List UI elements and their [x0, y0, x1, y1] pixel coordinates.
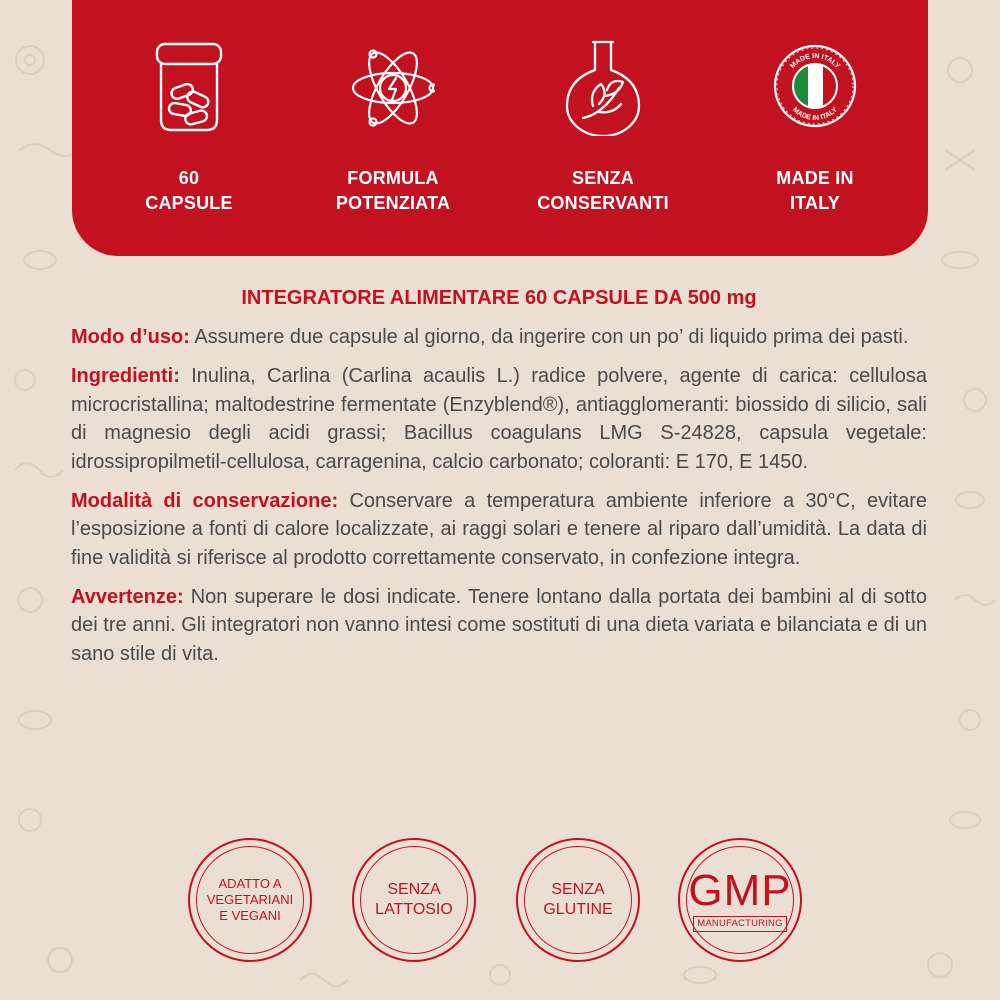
page-title: INTEGRATORE ALIMENTARE 60 CAPSULE DA 500 mg — [241, 287, 757, 309]
badge-vegan — [188, 838, 312, 962]
product-info — [71, 284, 927, 679]
section-text: Non superare le dosi indicate. Tenere lontano dalla portata dei bambini al di sotto dei tre anni. Gli integratori non vanno intesi come sostituti di una dieta variata e bilanciata e di un sano stile di vita. — [71, 585, 927, 665]
section-text: Assumere due capsule al giorno, da ingerire con un po’ di liquido prima dei pasti. — [189, 326, 909, 348]
seal-text-top: MADE IN ITALY — [789, 52, 841, 71]
section-label: Avvertenze: — [71, 585, 184, 608]
feature-banner — [72, 0, 928, 256]
feature-made-in-italy — [730, 36, 900, 216]
badge-label: SENZA LATTOSIO — [375, 881, 453, 918]
badge-gluten-free — [516, 838, 640, 962]
feature-formula — [308, 36, 478, 216]
feature-no-preservatives — [518, 36, 688, 216]
italy-flag-seal-icon — [773, 36, 857, 136]
section-warnings — [71, 583, 927, 669]
atom-energy-icon — [351, 36, 435, 136]
section-ingredients — [71, 362, 927, 476]
section-label: Modo d’uso: — [71, 326, 190, 348]
feature-label: FORMULA POTENZIATA — [335, 168, 451, 213]
section-usage — [71, 323, 927, 352]
badge-label: ADATTO A VEGETARIANI E VEGANI — [206, 876, 294, 923]
section-text: Conservare a temperatura ambiente inferiore a 30°C, evitare l’esposizione a fonti di calore localizzate, ai raggi solari e tenere al riparo dall’umidità. La data di fine validità si riferisce al prodotto correttamente conservato, in confezione integra. — [71, 489, 927, 569]
seal-text-bottom: MADE IN ITALY — [791, 106, 839, 123]
capsule-jar-icon — [147, 36, 231, 136]
feature-label: SENZA CONSERVANTI — [537, 168, 669, 213]
gmp-sub-label: MANUFACTURING — [693, 916, 786, 932]
feature-label: MADE IN ITALY — [776, 168, 854, 213]
badge-gmp — [678, 838, 802, 962]
section-text: Inulina, Carlina (Carlina acaulis L.) radice polvere, agente di carica: cellulosa microcristallina; maltodestrine fermentate (Enzyblend®), antiagglomeranti: biossido di silicio, sali di magnesio degli acidi grassi; Bacillus coagulans LMG S-24828, capsula vegetale: idrossipropilmetil-cellulosa, carragenina, calcio carbonato; coloranti: E 170, E 1450. — [71, 365, 927, 473]
badge-label: SENZA GLUTINE — [543, 881, 613, 918]
section-storage — [71, 487, 927, 573]
section-label: Modalità di conservazione: — [71, 489, 339, 512]
badge-lactose-free — [352, 838, 476, 962]
flask-leaf-icon — [561, 36, 645, 136]
section-label: Ingredienti: — [71, 365, 180, 387]
feature-label: 60 CAPSULE — [145, 168, 233, 213]
gmp-label: GMP — [688, 865, 792, 915]
feature-capsules — [104, 36, 274, 216]
